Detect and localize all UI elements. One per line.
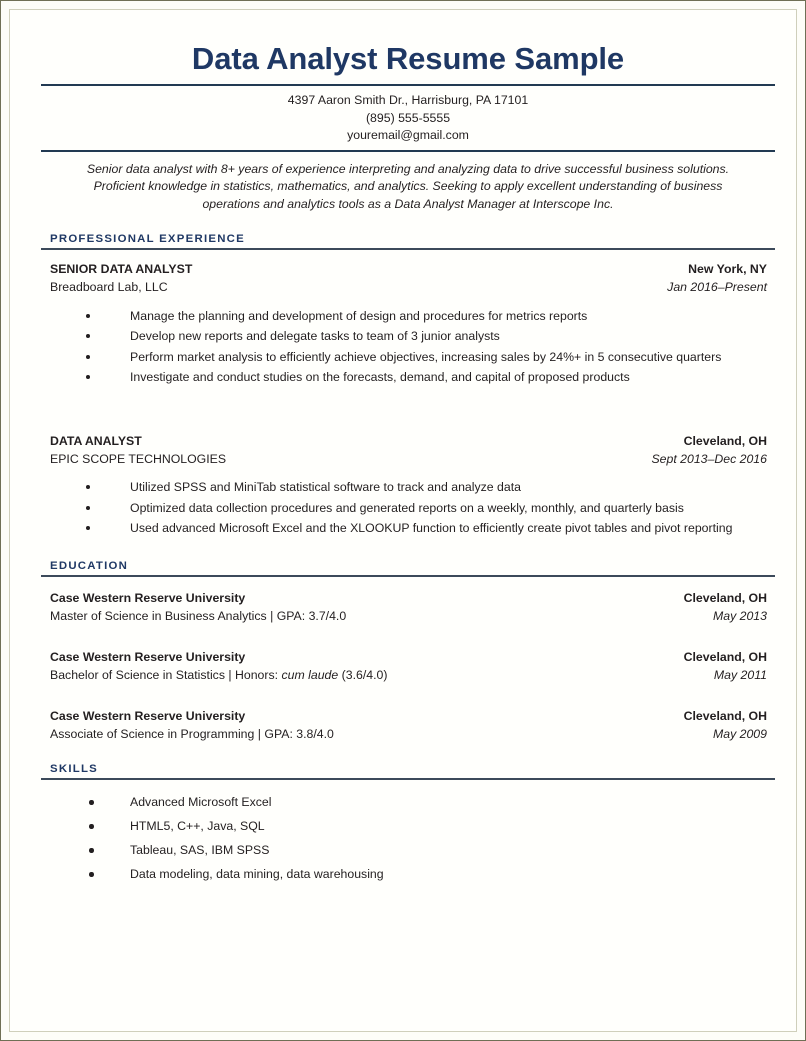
list-item: Utilized SPSS and MiniTab statistical software to track and analyze data [41, 478, 775, 499]
company-name: EPIC SCOPE TECHNOLOGIES [50, 451, 227, 466]
resume-content [41, 32, 775, 887]
job-title: SENIOR DATA ANALYST [50, 262, 193, 277]
education-right-2 [684, 708, 767, 743]
section-skills [41, 763, 775, 887]
list-item: Tableau, SAS, IBM SPSS [41, 839, 775, 863]
list-item: Investigate and conduct studies on the forecasts, demand, and capital of proposed products [41, 368, 775, 389]
experience-right-1 [651, 433, 767, 468]
list-item: Advanced Microsoft Excel [41, 791, 775, 815]
section-heading-education: EDUCATION [50, 559, 129, 572]
contact-block [41, 86, 775, 150]
spacer [41, 684, 775, 708]
education-left-0 [50, 590, 346, 625]
job-dates: Sept 2013–Dec 2016 [651, 451, 767, 466]
school-name: Case Western Reserve University [50, 650, 246, 665]
spacer [41, 625, 775, 649]
experience-left-0 [50, 261, 192, 296]
professional-summary: Senior data analyst with 8+ years of experience interpreting and analyzing data to drive successful business solutions. Proficient knowledge in statistics, mathematics, and analytics. Seeking to apply excellent understanding of business operations and analytics tools as a Data Analyst Manager at Interscope Inc. [86, 161, 730, 211]
experience-left-1 [50, 433, 226, 468]
education-header-0 [41, 590, 775, 625]
list-item: Optimized data collection procedures and generated reports on a weekly, monthly, and quarterly basis [41, 499, 775, 520]
list-item: HTML5, C++, Java, SQL [41, 815, 775, 839]
contact-phone: (895) 555-5555 [365, 110, 451, 125]
list-item: Perform market analysis to efficiently achieve objectives, increasing sales by 24%+ in 5 consecutive quarters [41, 348, 775, 369]
list-item: Data modeling, data mining, data warehousing [41, 863, 775, 887]
experience-bullets-1 [41, 478, 775, 540]
degree-honors: cum laude [281, 667, 339, 682]
experience-bullets-0 [41, 307, 775, 389]
experience-right-0 [667, 261, 767, 296]
experience-header-1 [41, 433, 775, 468]
contact-address: 4397 Aaron Smith Dr., Harrisburg, PA 17101 [287, 93, 529, 108]
section-heading-experience: PROFESSIONAL EXPERIENCE [50, 233, 246, 246]
page-title: Data Analyst Resume Sample [191, 41, 625, 76]
degree-line [50, 667, 387, 685]
graduation-date: May 2011 [713, 667, 767, 682]
degree-text: Associate of Science in Programming | GPA: 3.8/4.0 [50, 726, 334, 741]
list-item: Used advanced Microsoft Excel and the XLOOKUP function to efficiently create pivot tables and pivot reporting [41, 519, 775, 540]
contact-email: youremail@gmail.com [347, 128, 469, 143]
job-location: New York, NY [688, 262, 767, 277]
degree-suffix: (3.6/4.0) [338, 667, 388, 682]
job-location: Cleveland, OH [683, 433, 767, 448]
company-name: Breadboard Lab, LLC [50, 279, 168, 294]
list-item: Develop new reports and delegate tasks to team of 3 junior analysts [41, 327, 775, 348]
experience-entry-1 [41, 433, 775, 540]
school-name: Case Western Reserve University [50, 709, 246, 724]
education-left-2 [50, 708, 334, 743]
graduation-date: May 2013 [712, 608, 767, 623]
education-right-1 [684, 649, 767, 684]
degree-line [50, 726, 334, 744]
school-location: Cleveland, OH [683, 709, 767, 724]
experience-header-0 [41, 261, 775, 296]
spacer [41, 468, 775, 478]
section-professional-experience [41, 233, 775, 540]
education-entry-0 [41, 577, 775, 625]
experience-entry-0 [41, 250, 775, 389]
spacer [41, 297, 775, 307]
degree-line [50, 608, 346, 626]
spacer [41, 389, 775, 433]
education-entry-2 [41, 708, 775, 743]
section-heading-skills: SKILLS [50, 763, 99, 776]
skills-block [41, 780, 775, 887]
education-left-1 [50, 649, 387, 684]
section-education [41, 560, 775, 744]
list-item: Manage the planning and development of design and procedures for metrics reports [41, 307, 775, 328]
school-name: Case Western Reserve University [50, 590, 246, 605]
job-dates: Jan 2016–Present [667, 279, 767, 294]
education-right-0 [684, 590, 767, 625]
education-header-2 [41, 708, 775, 743]
graduation-date: May 2009 [712, 726, 767, 741]
education-header-1 [41, 649, 775, 684]
skills-list [41, 791, 775, 887]
page-inner-border [9, 9, 797, 1032]
education-entry-1 [41, 649, 775, 684]
school-location: Cleveland, OH [683, 650, 767, 665]
school-location: Cleveland, OH [683, 590, 767, 605]
job-title: DATA ANALYST [50, 433, 142, 448]
degree-text: Master of Science in Business Analytics | GPA: 3.7/4.0 [50, 608, 347, 623]
degree-text: Bachelor of Science in Statistics | Honors: [50, 667, 282, 682]
